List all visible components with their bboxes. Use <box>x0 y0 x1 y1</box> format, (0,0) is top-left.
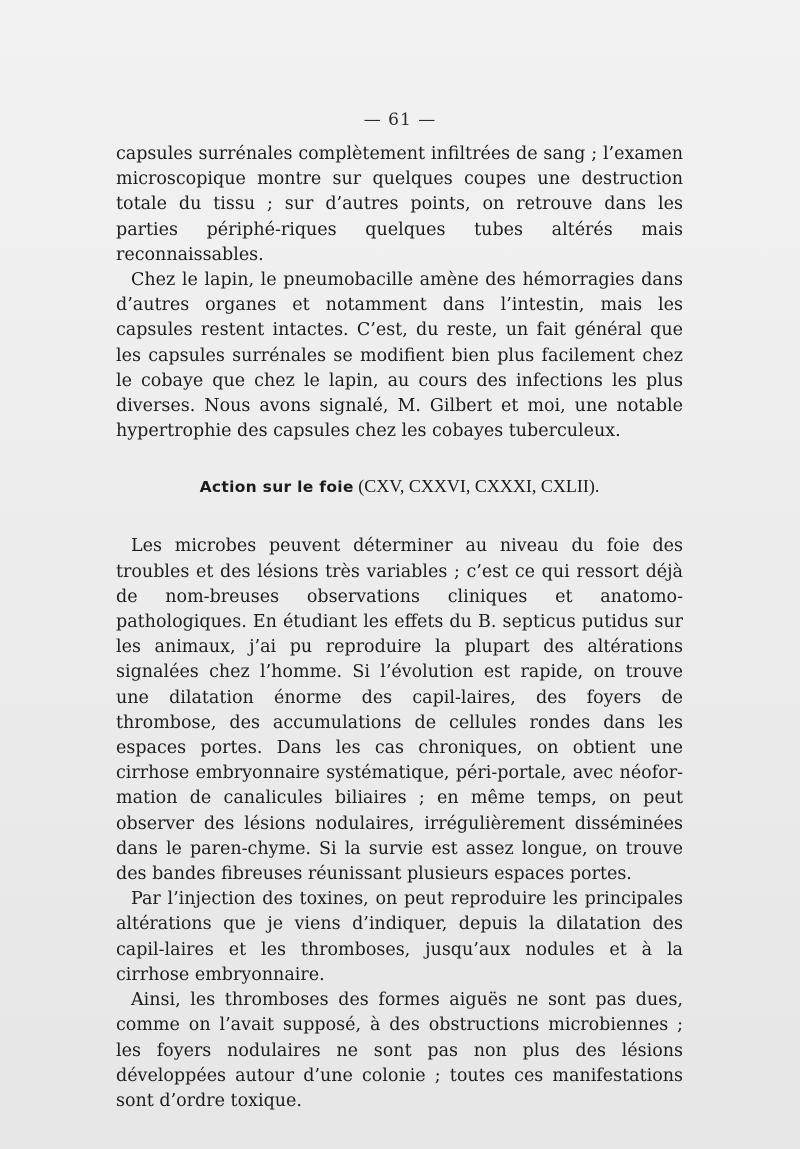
body-text <box>116 142 683 1114</box>
section-heading-refs: (CXV, CXXVI, CXXXI, CXLII). <box>353 476 600 497</box>
paragraph-1: capsules surrénales complètement infiltrées de sang ; l’examen microscopique montre sur quelques coupes une destruction totale du tissu ; sur d’autres points, on retrouve dans les parties périphé-riques quelques tubes altérés mais reconnaissables. <box>116 144 683 265</box>
paragraph-4: Par l’injection des toxines, on peut reproduire les principales altérations que je viens d’indiquer, depuis la dilatation des capil-laires et les thromboses, jusqu’aux nodules et à la cirrhose embryonnaire. <box>116 889 683 985</box>
section-heading-title: Action sur le foie <box>199 478 354 497</box>
section-heading <box>116 474 683 500</box>
paragraph-2: Chez le lapin, le pneumobacille amène des hémorragies dans d’autres organes et notamment dans l’intestin, mais les capsules restent intactes. C’est, du reste, un fait général que les capsules surrénales se modifient bien plus facilement chez le cobaye que chez le lapin, au cours des infections les plus diverses. Nous avons signalé, M. Gilbert et moi, une notable hypertrophie des capsules chez les cobayes tuberculeux. <box>116 270 683 442</box>
paragraph-5: Ainsi, les thromboses des formes aiguës ne sont pas dues, comme on l’avait supposé, à des obstructions microbiennes ; les foyers nodulaires ne sont pas non plus des lésions développées autour d’une colonie ; toutes ces manifestations sont d’ordre toxique. <box>116 990 683 1111</box>
page-number: — 61 — <box>363 110 437 130</box>
paragraph-3: Les microbes peuvent déterminer au niveau du foie des troubles et des lésions très variables ; c’est ce qui ressort déjà de nom-breuses observations cliniques et anatomo-pathologiques. En étudiant les effets du B. septicus putidus sur les animaux, j’ai pu reproduire la plupart des altérations signalées chez l’homme. Si l’évolution est rapide, on trouve une dilatation énorme des capil-laires, des foyers de thrombose, des accumulations de cellules rondes dans les espaces portes. Dans les cas chroniques, on obtient une cirrhose embryonnaire systématique, péri-portale, avec néofor-mation de canalicules biliaires ; en même temps, on peut observer des lésions nodulaires, irrégulièrement disséminées dans le paren-chyme. Si la survie est assez longue, on trouve des bandes fibreuses réunissant plusieurs espaces portes. <box>116 536 683 885</box>
